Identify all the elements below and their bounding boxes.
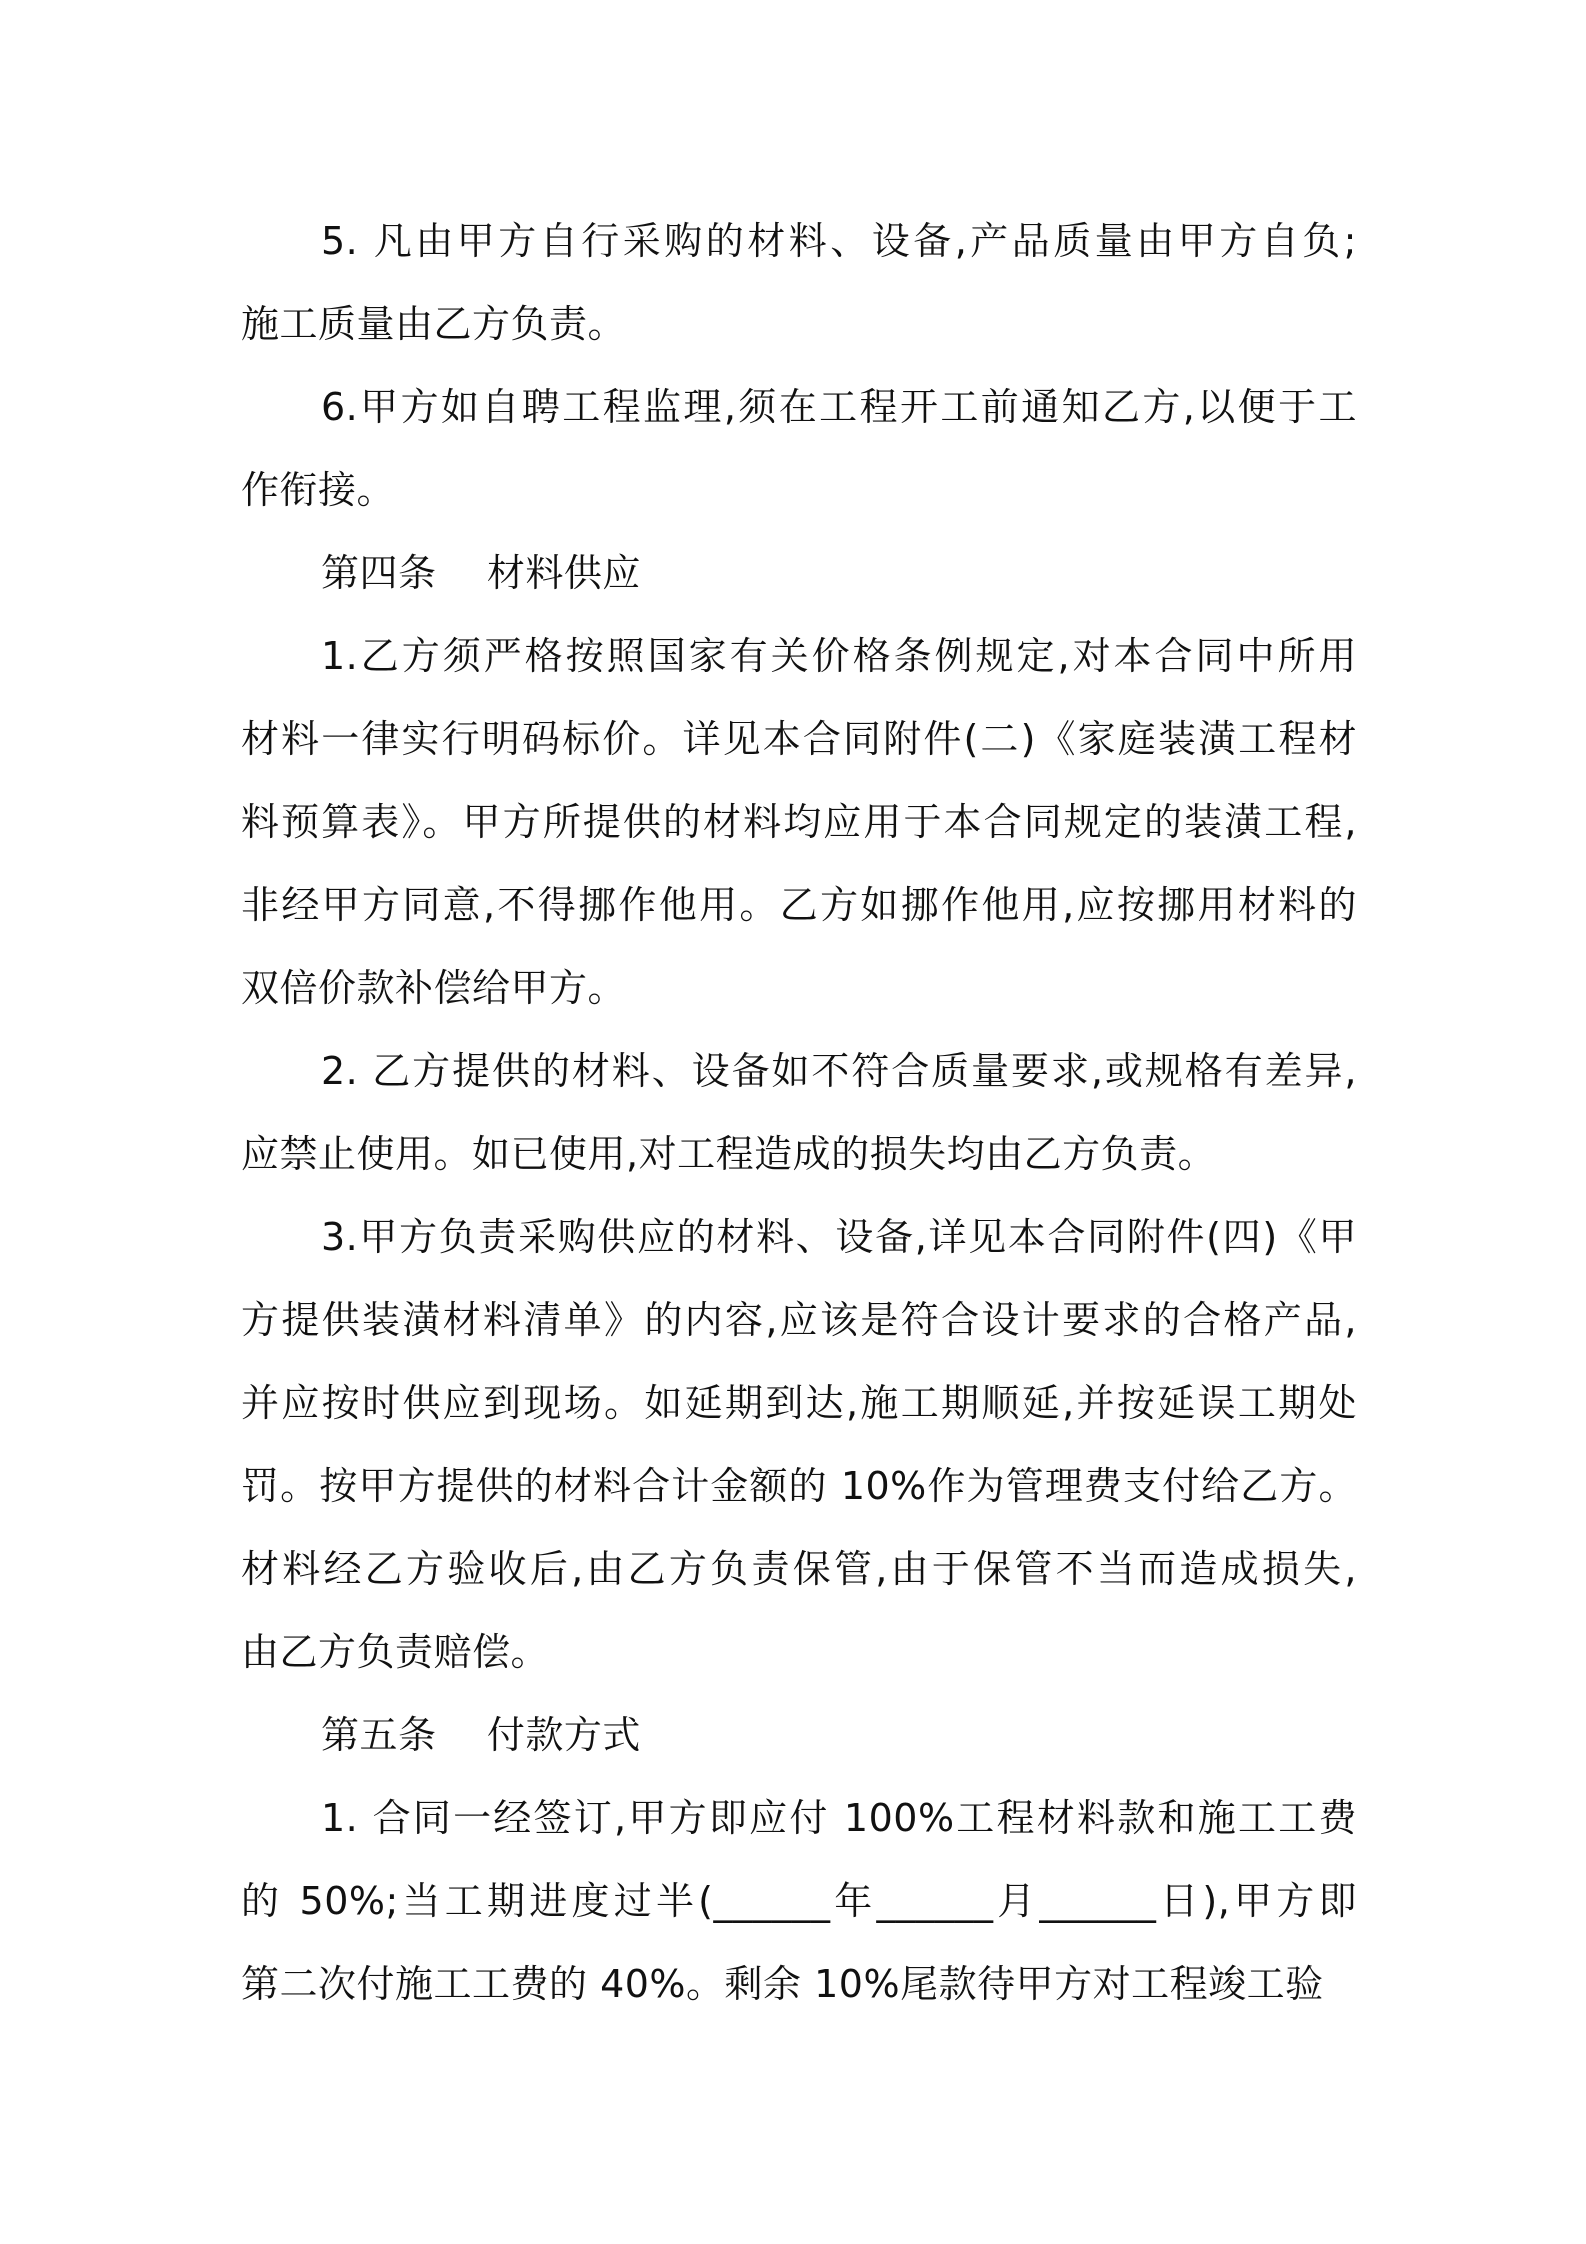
text-line: 材料经乙方验收后,由乙方负责保管,由于保管不当而造成损失, <box>241 1547 1357 1591</box>
text-line: 的 50%;当工期进度过半(______年______月______日),甲方即 <box>241 1879 1357 1923</box>
article-4-item-2 <box>241 1030 1357 1196</box>
article-4-heading: 第四条 材料供应 <box>321 551 641 595</box>
text-line: 由乙方负责赔偿。 <box>241 1630 550 1674</box>
text-line: 并应按时供应到现场。如延期到达,施工期顺延,并按延误工期处 <box>241 1381 1357 1425</box>
article-4-item-3 <box>241 1196 1357 1694</box>
text-line: 材料一律实行明码标价。详见本合同附件(二)《家庭装潢工程材 <box>241 717 1357 761</box>
text-line: 罚。按甲方提供的材料合计金额的 10%作为管理费支付给乙方。 <box>241 1464 1357 1508</box>
article-4-item-1 <box>241 615 1357 1030</box>
text-line: 1. 合同一经签订,甲方即应付 100%工程材料款和施工工费 <box>321 1796 1357 1840</box>
text-line: 作衔接。 <box>241 468 396 512</box>
clause-3-item-5 <box>241 200 1357 366</box>
text-line: 双倍价款补偿给甲方。 <box>241 966 627 1010</box>
document-body <box>241 200 1357 2026</box>
clause-3-item-6 <box>241 366 1357 532</box>
text-line: 2. 乙方提供的材料、设备如不符合质量要求,或规格有差异, <box>321 1049 1357 1093</box>
text-line: 施工质量由乙方负责。 <box>241 302 627 346</box>
text-line: 应禁止使用。如已使用,对工程造成的损失均由乙方负责。 <box>241 1132 1217 1176</box>
article-5-item-1 <box>241 1777 1357 2026</box>
text-line: 料预算表》。甲方所提供的材料均应用于本合同规定的装潢工程, <box>241 800 1357 844</box>
text-line: 非经甲方同意,不得挪作他用。乙方如挪作他用,应按挪用材料的 <box>241 883 1357 927</box>
text-line: 1.乙方须严格按照国家有关价格条例规定,对本合同中所用 <box>321 634 1357 678</box>
text-line: 方提供装潢材料清单》的内容,应该是符合设计要求的合格产品, <box>241 1298 1357 1342</box>
text-line: 6.甲方如自聘工程监理,须在工程开工前通知乙方,以便于工 <box>321 385 1357 429</box>
text-line: 3.甲方负责采购供应的材料、设备,详见本合同附件(四)《甲 <box>321 1215 1357 1259</box>
article-5-heading: 第五条 付款方式 <box>321 1713 641 1757</box>
text-line: 5. 凡由甲方自行采购的材料、设备,产品质量由甲方自负; <box>321 219 1357 263</box>
text-line: 第二次付施工工费的 40%。剩余 10%尾款待甲方对工程竣工验 <box>241 1962 1324 2006</box>
